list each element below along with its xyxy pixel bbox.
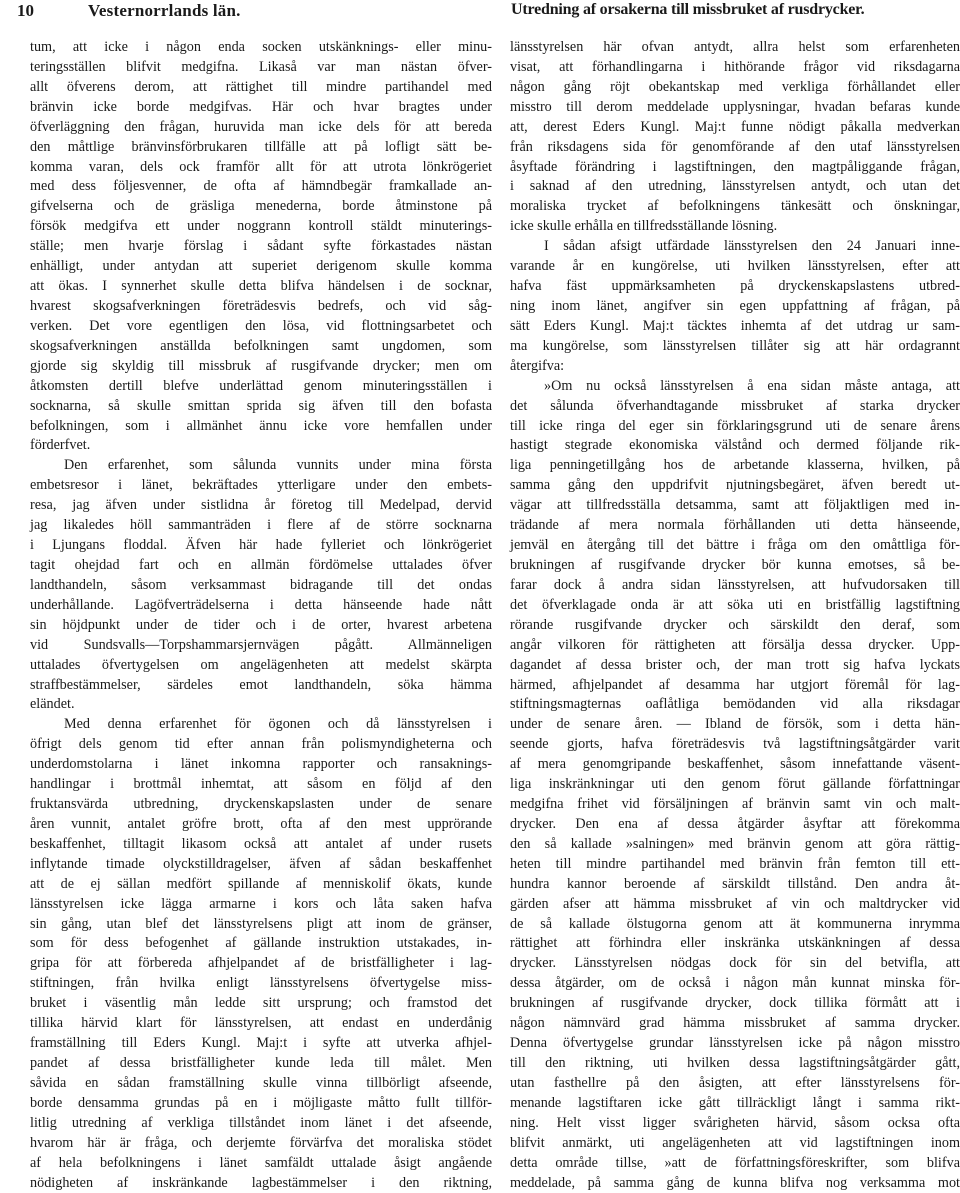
text-line: Med denna erfarenhet för ögonen och då länsstyrelsen i xyxy=(64,716,492,733)
text-line: länsstyrelsen här ofvan antydt, allra helst som erfarenheten xyxy=(510,39,960,55)
text-line: brukningen af rusgifvande drycker bör kunna emotses, så be- xyxy=(510,556,960,573)
text-line: landthandeln, såsom verksammast bidragande till det ondas xyxy=(30,576,492,593)
text-line: brukningen af rusgifvande drycker, dock tillika förmått att i xyxy=(510,995,960,1012)
text-line: återgifva: xyxy=(510,357,565,374)
text-line: litlig utredning af verkliga tillståndet inom länet i det afseende, xyxy=(30,1114,492,1131)
text-line: borde densamma grundas på en i möjligaste måtto fullt tillför- xyxy=(30,1094,492,1111)
text-line: liga inskränkningar uti den genom förut gällande författningar xyxy=(510,776,960,793)
text-line: under de senare åren. — Ibland de försök, som i detta hän- xyxy=(510,716,960,733)
left-text-column xyxy=(30,38,492,1193)
text-line: i Ljungans floddal. Äfven här hade fylleriet och lönkrögeriet xyxy=(30,537,492,554)
text-line: af hela befolkningens i länet samfäldt uttalade åsigt angående xyxy=(30,1154,492,1171)
text-line: drycker. Den ena af dessa åtgärder åsyftar att förekomma xyxy=(510,815,960,832)
text-line: ma kungörelse, som länsstyrelsen tillåter sig att här ordagrannt xyxy=(510,337,960,354)
text-line: åsyftade förändring i lagstiftningen, den magtpåliggande frågan, xyxy=(510,158,960,175)
text-line: åtkomsten dertill blefve underlättad genom minuteringsställen i xyxy=(30,377,492,394)
page-header xyxy=(0,0,960,24)
text-line: åren vunnit, antalet gröfre brott, ofta af den mest upprörande xyxy=(30,815,492,832)
text-line: varande år en kungörelse, uti hvilken länsstyrelsen, efter att xyxy=(510,258,960,275)
text-line: underhållande. Lagöfverträdelserna i detta hänseende hade nått xyxy=(30,596,492,613)
text-line: tum, att icke i någon enda socken utskänknings- eller minu- xyxy=(30,39,492,55)
text-line: ställe; men hvarje förslag i sådant syfte förkastades nästan xyxy=(30,238,492,255)
text-line: gripa för att förbereda afhjelpandet af de bristfälligheter i lag- xyxy=(30,955,492,972)
text-line: den måttlige bränvinsförbrukaren tillfälle att på lofligt sätt be- xyxy=(30,138,492,155)
text-line: »Om nu också länsstyrelsen å ena sidan måste antaga, att xyxy=(544,377,960,394)
text-line: någon gång röjt obekantskap med verkliga förhållandet eller xyxy=(510,78,960,95)
text-line: komma varan, dels ock framför allt för att utrota lönkrögeriet xyxy=(30,158,492,175)
text-line: stiftningsmagternas oaflåtliga bemödanden vid alla riksdagar xyxy=(510,696,960,713)
text-line: den så kallade »salningen» med bränvin genom att göra rättig- xyxy=(510,835,960,852)
text-line: socknarna, så skulle smittan sprida sig äfven till den bofasta xyxy=(30,397,492,414)
text-line: menande lagstiftaren icke gått tillräckligt långt i samma rikt- xyxy=(510,1094,960,1111)
text-line: ning inom länet, angifver sin egen uppfattning af frågan, på xyxy=(510,297,960,314)
text-line: länsstyrelsen icke lägga armarne i kors och låta saken hafva xyxy=(30,895,492,912)
text-line: med dess följesvenner, de ofta af hämndbegär framkallade an- xyxy=(30,178,492,195)
text-line: icke skulle erhålla en tillfredsställande lösning. xyxy=(510,218,778,235)
text-line: moraliska trycket af befolkningens tänkesätt och önskningar, xyxy=(510,198,960,215)
text-line: gjorde sig skyldig till missbruk af rusgifvande drycker; men om xyxy=(30,357,492,374)
text-line: meddelade, på samma gång de kunna blifva nog verksamma mot xyxy=(510,1174,960,1191)
text-line: heten till mindre partihandel med bränvin från femton till ett- xyxy=(510,855,960,872)
text-line: resa, jag äfven under sistlidna år företog till Medelpad, dervid xyxy=(30,497,492,514)
text-line: att de ej sällan medfört spillande af menniskolif ökats, kunde xyxy=(30,875,492,892)
text-line: framställning till Eders Kungl. Maj:t i syfte att utverka afhjel- xyxy=(30,1035,492,1052)
right-text-column xyxy=(510,38,960,1193)
text-line: allt öfverens derom, att rättighet till mindre partihandel med xyxy=(30,78,492,95)
text-line: liga penningetillgång hos de arbetande klasserna, hvilken, på xyxy=(510,457,960,474)
text-line: beskaffenhet, tilltagit likasom också att antalet af under rusets xyxy=(30,835,492,852)
text-line: medgifna frihet vid försäljningen af bränvin samt vin och malt- xyxy=(510,796,960,813)
text-line: enhälligt, under antydan att superiet derigenom skulle komma xyxy=(30,258,492,275)
text-line: sin gång, utan blef det länsstyrelsens pligt att inom de gränser, xyxy=(30,915,492,932)
text-line: öfverläggning den frågan, huruvida man icke dels för att bereda xyxy=(30,118,492,135)
text-line: gärden afser att hämma missbruket af vin och maltdrycker vid xyxy=(510,895,960,912)
text-line: dagandet af dessa brister och, der man trott sig hafva lyckats xyxy=(510,656,960,673)
text-line: hundra kannor beroende af särskildt tillstånd. Den andra åt- xyxy=(510,875,960,892)
text-line: trädande af mera normala förhållanden uti detta hänseende, xyxy=(510,517,960,534)
text-line: hvarom här är fråga, och derjemte förvärfva det moraliska stödet xyxy=(30,1134,492,1151)
text-line: underdomstolarna i länet inkomna rapporter och ransaknings- xyxy=(30,756,492,773)
text-line: jag likaledes höll sammanträden i flere af de större socknarna xyxy=(30,517,492,534)
text-line: af mera genomgripande beskaffenhet, såsom innefattande väsent- xyxy=(510,756,960,773)
text-line: de så kallade ölstugorna genom att ät kommunerna inrymma xyxy=(510,915,960,932)
text-line: detta område tillse, »att de författningsföreskrifter, som blifva xyxy=(510,1154,960,1171)
text-line: vid Sundsvalls—Torpshammarsjernvägen pågått. Allmänneligen xyxy=(30,636,492,653)
text-line: tillika härvid klart för länsstyrelsen, att endast en underdånig xyxy=(30,1015,492,1032)
text-line: som för dess befogenhet af gällande instruktion utstakades, in- xyxy=(30,935,492,952)
text-line: försök medgifva ett under noggrann kontroll stäldt minuterings- xyxy=(30,218,492,235)
text-line: Den erfarenhet, som sålunda vunnits under mina första xyxy=(64,457,492,474)
text-line: samma gång den uppdrifvit njutningsbegäret, äfven beredt ut- xyxy=(510,477,960,494)
text-line: verken. Det vore egentligen den lösa, vid flottningsarbetet och xyxy=(30,317,492,334)
text-line: att, derest Eders Kungl. Maj:t funne nödigt påkalla medverkan xyxy=(510,118,960,135)
text-line: drycker. Länsstyrelsen nödgas dock för sin del betvifla, att xyxy=(510,955,960,972)
text-line: till icke ringa del eger sin förklaringsgrund uti de senare årens xyxy=(510,417,960,434)
text-line: att ökas. I synnerhet skulle detta blifva händelsen i de socknar, xyxy=(30,278,492,295)
text-line: det sålunda öfverhandtagande missbruket af starka drycker xyxy=(510,397,960,414)
text-line: till den riktning, uti hvilken dessa lagstiftningsåtgärder gått, xyxy=(510,1055,960,1072)
text-line: angår vilkoren för rättigheten att försälja dessa drycker. Upp- xyxy=(510,636,960,653)
text-line: skogsafverkningen anställda befolkningen samt ungdomen, som xyxy=(30,337,492,354)
text-line: dessa åtgärder, om de också i någon mån kunnat minska för- xyxy=(510,975,960,992)
text-line: sin höjdpunkt under de tider och i de orter, hvarest arbetena xyxy=(30,616,492,633)
text-line: Denna öfvertygelse grundar länsstyrelsen icke på någon misstro xyxy=(510,1035,960,1052)
text-line: sätt Eders Kungl. Maj:t täcktes inhemta af det utdrag ur sam- xyxy=(510,317,960,334)
text-line: nödigheten af inskränkande lagbestämmelser i den riktning, xyxy=(30,1174,492,1191)
text-line: såvida en sådan framställning skulle vinna tillbörligt afseende, xyxy=(30,1074,492,1091)
text-line: farar dock å andra sidan länsstyrelsen, att hufvudorsaken till xyxy=(510,576,960,593)
text-line: hastigt stegrade ekonomiska välstånd och dermed följande rik- xyxy=(510,437,960,454)
text-line: tagit ohejdad fart och en allmän fördömelse uttalades öfver xyxy=(30,556,492,573)
text-line: stiftningen, från hvilka enligt länsstyrelsens öfvertygelse miss- xyxy=(30,975,492,992)
text-line: fruktansvärda utbredning, dryckenskapslasten under de senare xyxy=(30,796,492,813)
text-line: straffbestämmelser, särdeles emot landthandeln, söka hämma xyxy=(30,676,492,693)
text-line: inflytande timade olyckstilldragelser, äfven af sådan beskaffenhet xyxy=(30,855,492,872)
text-line: befolkningen, som i allmänhet ännu icke vore hemfallen under xyxy=(30,417,492,434)
text-line: bränvin icke borde medgifvas. Här och hvar bragtes under xyxy=(30,98,492,115)
text-line: uttalades öfvertygelsen om angelägenheten att medelst skärpta xyxy=(30,656,492,673)
text-line: ning. Helt visst ligger svårigheten härvid, såsom ocksa ofta xyxy=(510,1114,960,1131)
text-line: hafva fäst uppmärksamheten på dryckenskapslastens utbred- xyxy=(510,278,960,295)
text-line: öfrigt dels genom tid efter annan från polismyndigheterna och xyxy=(30,736,492,753)
text-line: visat, att förhandlingarna i hithörande frågor vid riksdagarna xyxy=(510,58,960,75)
text-line: från riksdagens sida för genomförande af den utaf länsstyrelsen xyxy=(510,138,960,155)
text-line: någon nämnvärd grad hämma missbruket af samma drycker. xyxy=(510,1015,960,1032)
text-line: blifvit anmärkt, uti angelägenheten att vid lagstiftningen inom xyxy=(510,1134,960,1151)
text-line: seende gjorts, hafva företrädesvis två lagstiftningsåtgärder varit xyxy=(510,736,960,753)
text-line: härmed, afhjelpandet af desamma har utgjort föremål för lag- xyxy=(510,676,960,693)
text-line: embetsresor i länet, bekräftades ytterligare under den embets- xyxy=(30,477,492,494)
text-line: eländet. xyxy=(30,696,75,713)
text-line: förderfvet. xyxy=(30,437,91,454)
text-line: jemväl en återgång till det bättre i fråga om den omåttliga för- xyxy=(510,537,960,554)
text-line: gifvelserna och de gräsliga menederna, borde åtminstone på xyxy=(30,198,492,215)
text-line: rättighet att förhindra eller inskränka utskänkningen af dessa xyxy=(510,935,960,952)
running-title-left: Vesternorrlands län. xyxy=(88,1,241,20)
text-line: det öfverklagade onda är att söka uti en bristfällig lagstiftning xyxy=(510,596,960,613)
text-line: teringsställen blifvit medgifna. Likaså var man nästan öfver- xyxy=(30,58,492,75)
text-line: handlingar i brottmål inhemtat, att såsom en följd af den xyxy=(30,776,492,793)
text-line: i saknad af den utredning, länsstyrelsen antydt, och utan det xyxy=(510,178,960,195)
page-number: 10 xyxy=(17,1,34,20)
text-line: bruket i väsentlig mån ledde sitt ursprung; och framstod det xyxy=(30,995,492,1012)
text-line: utan fasthellre på den åsigten, att efter länsstyrelsens för- xyxy=(510,1074,960,1091)
text-line: hvarest skogsafverkningen företrädesvis bedrefs, och vid såg- xyxy=(30,297,492,314)
text-line: I sådan afsigt utfärdade länsstyrelsen den 24 Januari inne- xyxy=(544,238,960,255)
text-line: pandet af dessa bristfälligheter kunde leda till målet. Men xyxy=(30,1055,492,1072)
running-title-right: Utredning af orsakerna till missbruket af rusdrycker. xyxy=(511,1,865,18)
text-line: vägar att tillfredsställa detsamma, samt att följaktligen med in- xyxy=(510,497,960,514)
text-line: misstro till derom meddelade upplysningar, hvadan befaras kunde xyxy=(510,98,960,115)
text-line: rörande rusgifvande drycker och särskildt den deraf, som xyxy=(510,616,960,633)
